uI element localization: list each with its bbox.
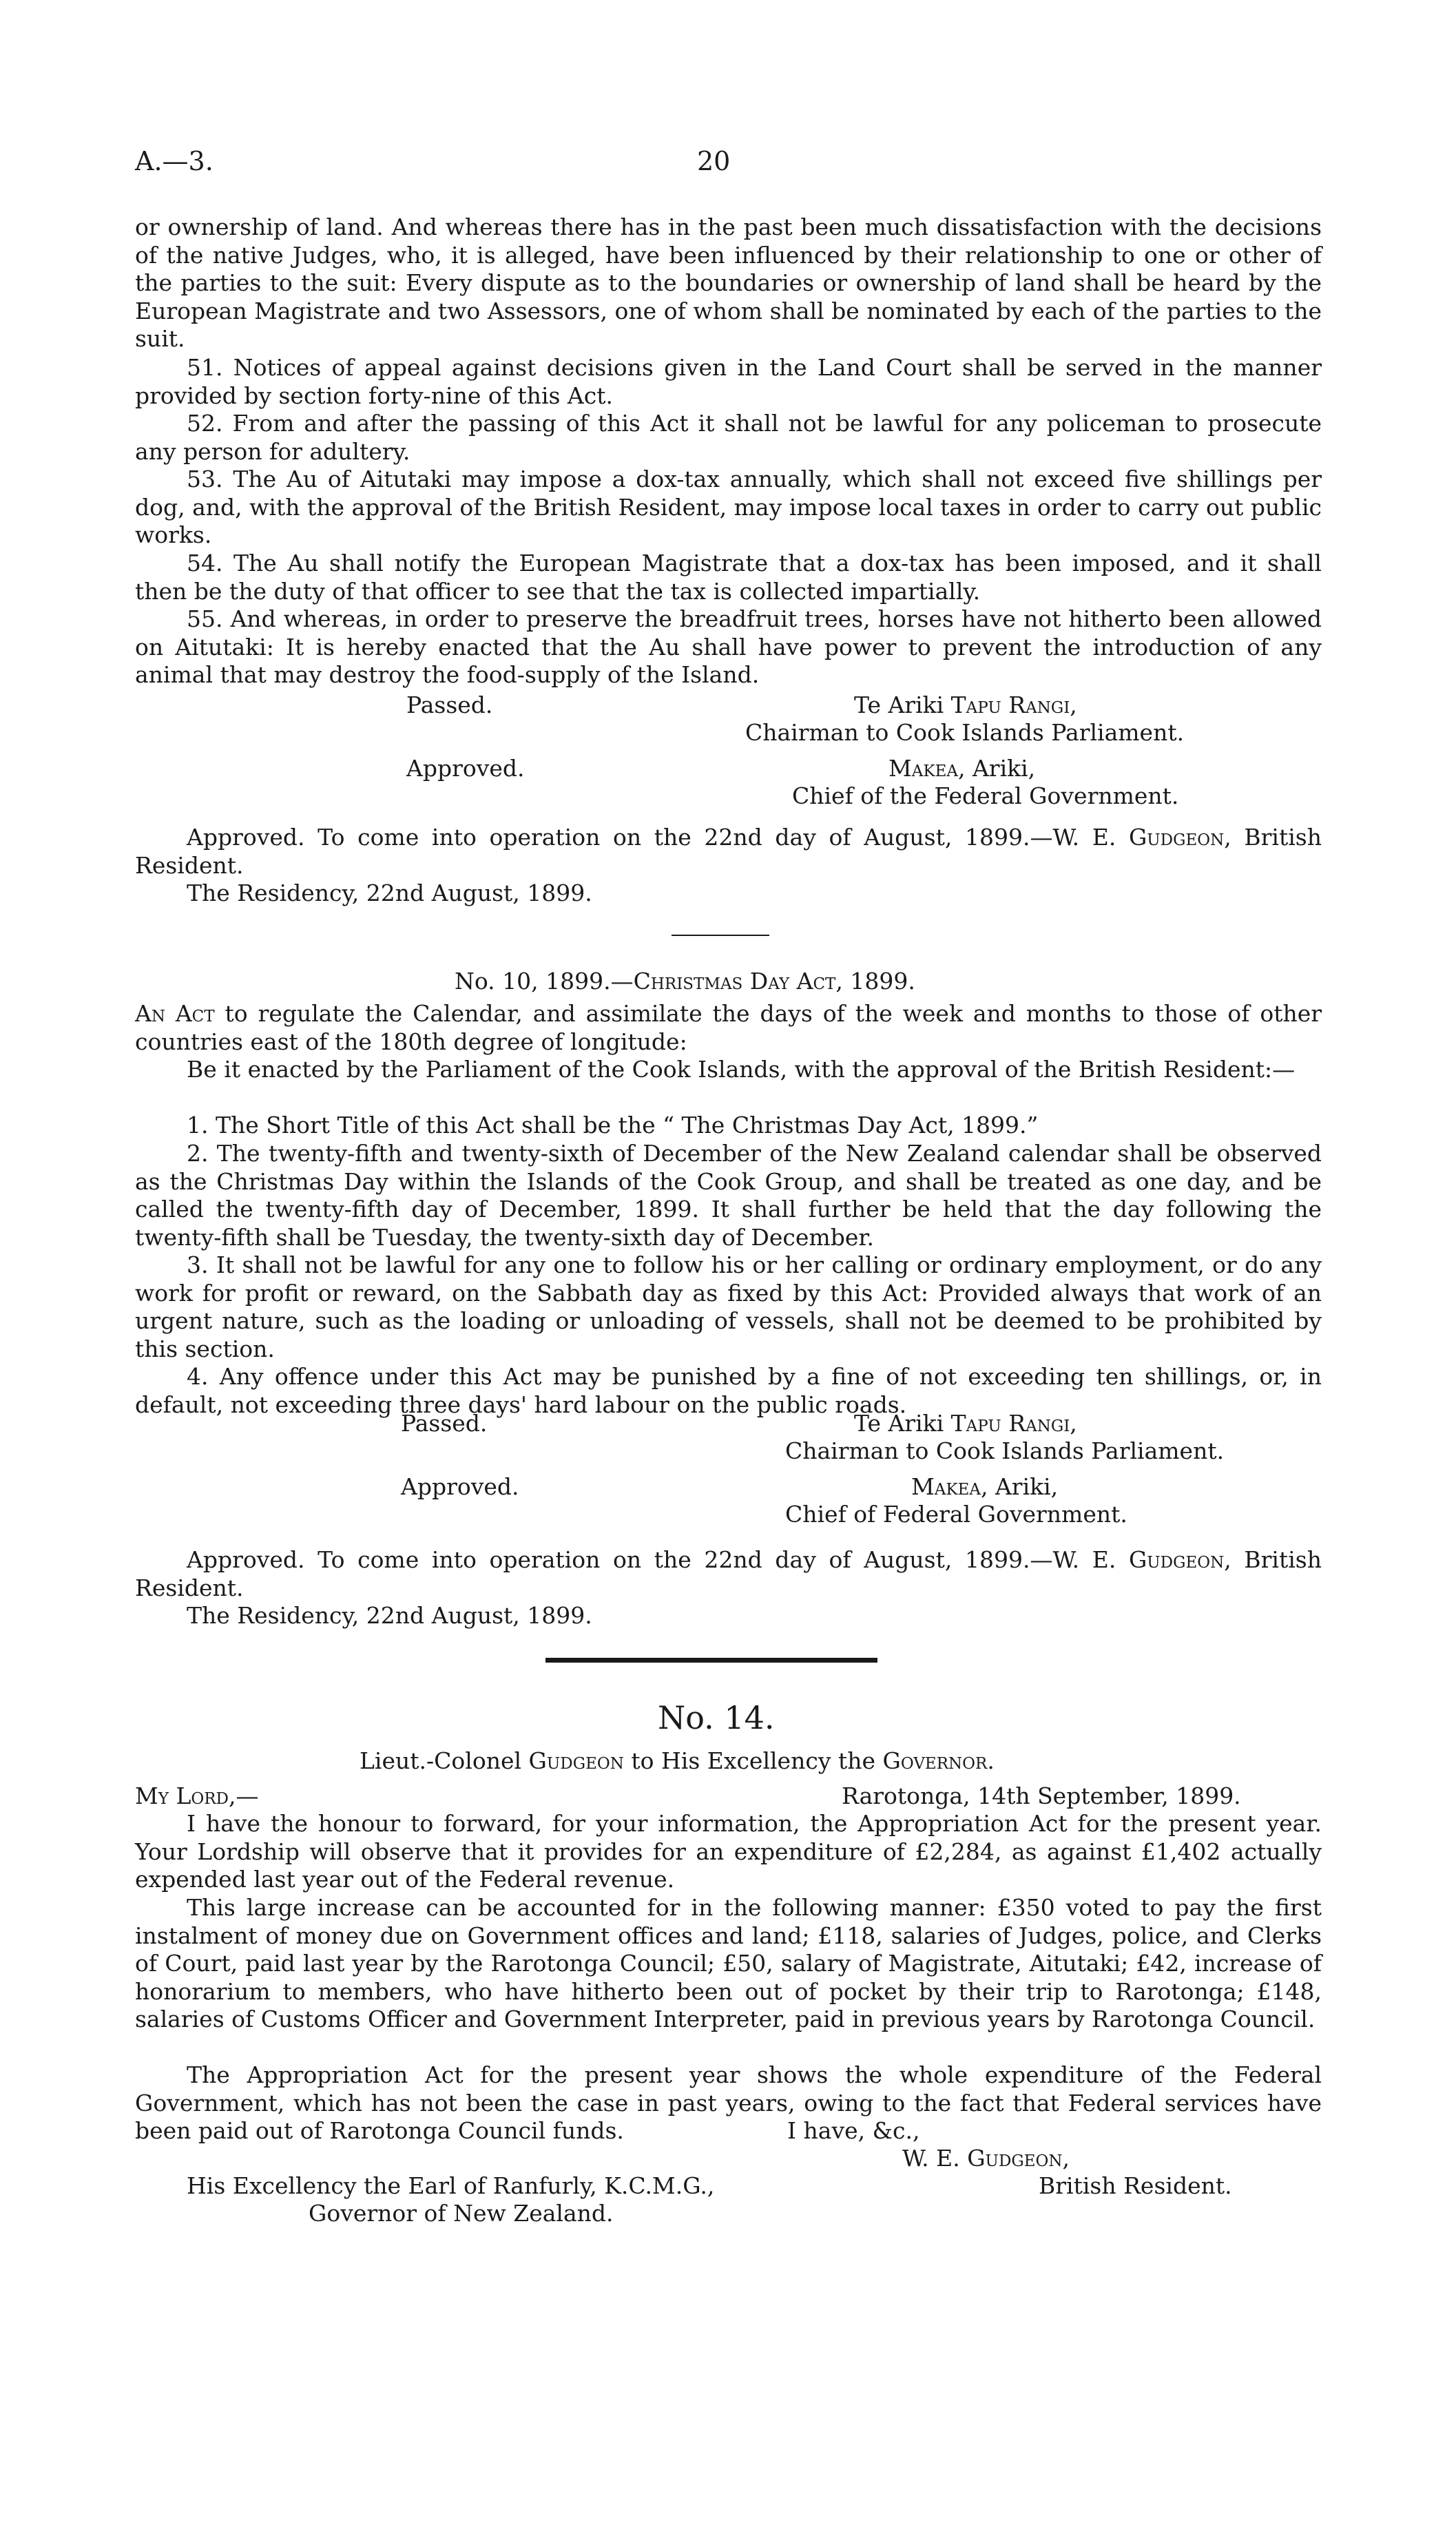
signature-name-caps: Makea [911,1473,981,1500]
heading-part: to His Excellency the [623,1747,883,1774]
chief-title: Chief of the Federal Government. [792,782,1179,809]
chairman-title: Chairman to Cook Islands Parliament. [785,1437,1225,1464]
signature-name-plain: , Ariki, [980,1473,1059,1500]
approval-text: Approved. To come into operation on the 22nd day of August, 1899.—W. E. [187,824,1129,851]
act-title-caps: Christmas Day Act [633,968,836,995]
approval-role: British Resident. [135,1546,1322,1601]
approval-role: British Resident. [135,824,1322,879]
preamble-text: to regulate the Calendar, and assimilate the days of the week and months to those of other countries east of the 180th degree of longitude: [135,1000,1322,1055]
chairman-signature [854,691,1077,719]
section-54: 54. The Au shall notify the European Magistrate that a dox-tax has been imposed, and it shall then be the duty of that officer to see that the tax is collected impartially. [135,550,1322,605]
signature-name-plain: Te Ariki [854,691,951,718]
section-4: 4. Any offence under this Act may be punished by a fine of not exceeding ten shillings, or, in default, not exceeding three days' hard labour on the public roads. [135,1363,1322,1418]
section-1: 1. The Short Title of this Act shall be the “ The Christmas Day Act, 1899.” [187,1112,1039,1138]
signer-name: W. E. Gudgeon, [902,2145,1070,2172]
heading-part: Governor. [882,1747,995,1774]
signature-name-plain: Te Ariki [854,1410,951,1437]
section-52: 52. From and after the passing of this Act it shall not be lawful for any policeman to prosecute any person for adultery. [135,410,1322,465]
chairman-title: Chairman to Cook Islands Parliament. [745,719,1185,746]
section-51: 51. Notices of appeal against decisions given in the Land Court shall be served in the manner provided by section forty-nine of this Act. [135,354,1322,409]
signature-name-caps: Tapu Rangi, [950,1410,1077,1437]
approval-note [135,824,1322,880]
document-reference: A.—3. [135,146,214,176]
section-3: 3. It shall not be lawful for any one to follow his or her calling or ordinary employment, or do any work for profit or reward, on the Sabbath day as fixed by this Act: Provided always that work of an urgent nature, such as the loading or unloading of vessels, shall not be deemed to be prohibited by this section. [135,1251,1322,1362]
act-title-tail: , 1899. [835,968,915,995]
passed-label: Passed. [406,691,493,718]
letter-heading [360,1747,995,1775]
enacting-clause: Be it enacted by the Parliament of the Cook Islands, with the approval of the British Resident:— [187,1056,1296,1083]
approval-name: Gudgeon, [1128,1546,1231,1573]
approved-label: Approved. [406,755,525,782]
act-title-plain: No. 10, 1899.— [455,968,634,995]
closing: I have, &c., [787,2117,920,2144]
residency-date: The Residency, 22nd August, 1899. [187,1602,592,1629]
signature-name-plain: , Ariki, [957,755,1036,782]
letter-paragraph: I have the honour to forward, for your information, the Appropriation Act for the present year. Your Lordship will observe that it provides for an expenditure of £2,284, as against £1,402 actually expended last year out of the Federal revenue. [135,1810,1322,1893]
heading-part: Lieut.-Colonel [360,1747,529,1774]
section-53: 53. The Au of Aitutaki may impose a dox-tax annually, which shall not exceed five shillings per dog, and, with the approval of the British Resident, may impose local taxes in order to carry out public works. [135,466,1322,548]
section-2: 2. The twenty-fifth and twenty-sixth of December of the New Zealand calendar shall be observed as the Christmas Day within the Islands of the Cook Group, and shall be treated as one day, and be called the twenty-fifth day of December, 1899. It shall further be held that the day following the twenty-fifth shall be Tuesday, the twenty-sixth day of December. [135,1140,1322,1251]
passed-label: Passed. [401,1410,488,1437]
chief-signature [911,1473,1058,1501]
place-date: Rarotonga, 14th September, 1899. [842,1782,1241,1809]
approval-note [135,1546,1322,1602]
approval-name: Gudgeon, [1128,824,1231,851]
section-55: 55. And whereas, in order to preserve the breadfruit trees, horses have not hitherto been allowed on Aitutaki: It is hereby enacted that the Au shall have power to prevent the introduction of any animal that may destroy the food-supply of the Island. [135,605,1322,688]
letter-paragraph: The Appropriation Act for the present year shows the whole expenditure of the Federal Government, which has not been the case in past years, owing to the fact that Federal services have been paid out of Rarotonga Council funds. [135,2061,1322,2144]
signer-role: British Resident. [1039,2172,1232,2199]
addressee: His Excellency the Earl of Ranfurly, K.C.M.G., [187,2172,715,2199]
residency-date: The Residency, 22nd August, 1899. [187,880,592,906]
heavy-divider [545,1658,877,1663]
approved-label: Approved. [401,1473,519,1500]
page-number: 20 [697,146,731,176]
preamble-caps: An Act [135,1000,215,1027]
addressee-title: Governor of New Zealand. [309,2200,614,2227]
chief-signature [888,755,1035,782]
chairman-signature [854,1410,1077,1437]
act-preamble [135,1000,1322,1056]
heading-part: Gudgeon [528,1747,624,1774]
section-continuation: or ownership of land. And whereas there has in the past been much dissatisfaction with the decisions of the native Judges, who, it is alleged, have been influenced by their relationship to one or other of the parties to the suit: Every dispute as to the boundaries or ownership of land shall be heard by the European Magistrate and two Assessors, one of whom shall be nominated by each of the parties to the suit. [135,214,1322,352]
letter-paragraph: This large increase can be accounted for in the following manner: £350 voted to pay the first instalment of money due on Government offices and land; £118, salaries of Judges, police, and Clerks of Court, paid last year by the Rarotonga Council; £50, salary of Magistrate, Aitutaki; £42, increase of honorarium to members, who have hitherto been out of pocket by their trip to Rarotonga; £148, salaries of Customs Officer and Government Interpreter, paid in previous years by Rarotonga Council. [135,1894,1322,2032]
letter-number: No. 14. [658,1699,775,1736]
approval-text: Approved. To come into operation on the 22nd day of August, 1899.—W. E. [187,1546,1129,1573]
signature-name-caps: Makea [888,755,958,782]
signature-name-caps: Tapu Rangi, [950,691,1077,718]
salutation: My Lord,— [135,1782,259,1809]
act-title [455,968,915,995]
chief-title: Chief of Federal Government. [785,1501,1127,1528]
section-divider [672,935,769,936]
